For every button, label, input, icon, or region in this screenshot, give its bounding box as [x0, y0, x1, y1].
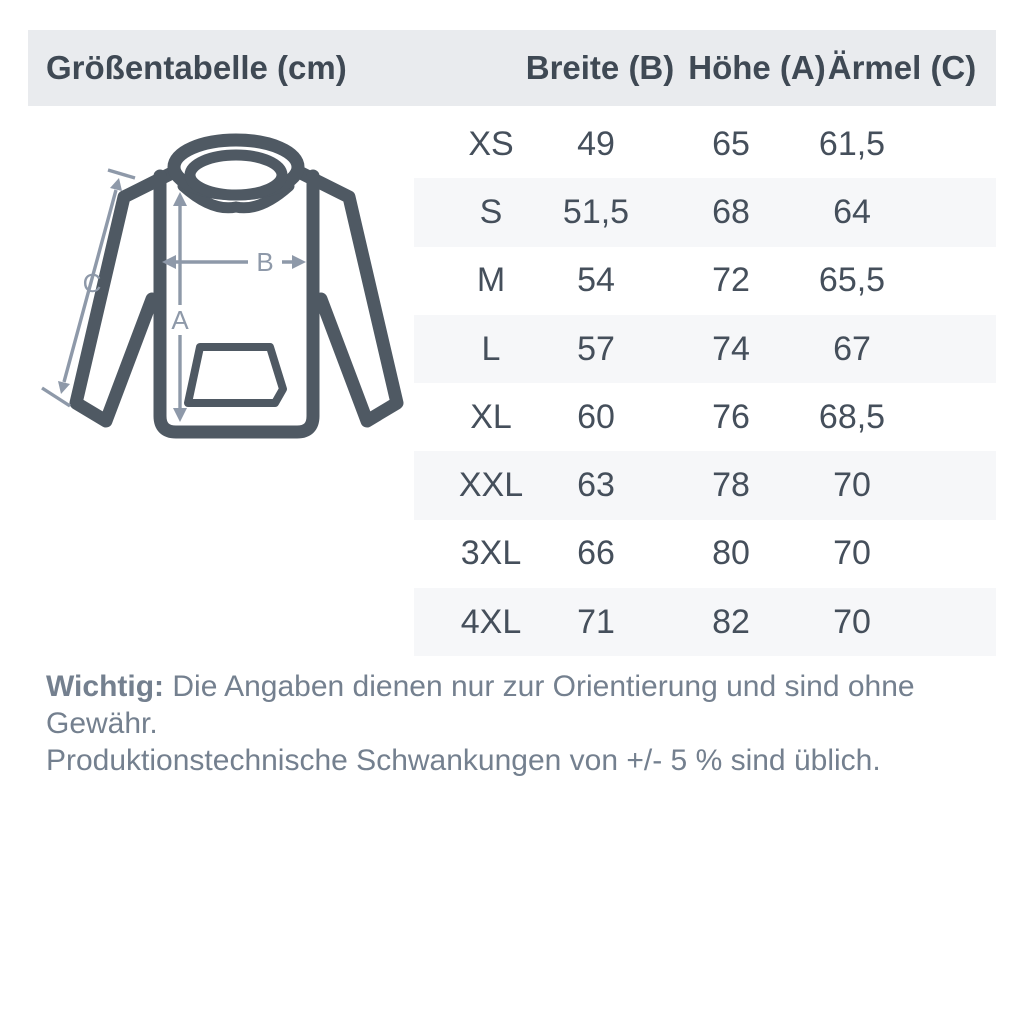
height-cell: 65	[712, 124, 750, 163]
sleeve-cell: 67	[833, 329, 871, 368]
hoodie-diagram	[40, 120, 420, 460]
sleeve-cell: 61,5	[818, 124, 886, 163]
sleeve-cell: 68,5	[818, 397, 886, 436]
width-cell: 63	[577, 466, 615, 505]
size-cell: 3XL	[460, 534, 522, 573]
size-cell: S	[479, 192, 503, 231]
label-C: C	[82, 268, 102, 298]
table-row-xs	[414, 110, 996, 178]
table-row-xl	[414, 383, 996, 451]
table-row-m	[414, 247, 996, 315]
disclaimer-text-1: Die Angaben dienen nur zur Orientierung und sind ohne Gewähr.	[46, 670, 915, 740]
height-cell: 78	[712, 466, 750, 505]
disclaimer	[46, 668, 986, 779]
disclaimer-important-label: Wichtig:	[46, 670, 165, 703]
height-cell: 68	[712, 192, 750, 231]
hoodie-pocket	[188, 347, 283, 403]
sleeve-cell: 64	[833, 192, 871, 231]
size-table	[414, 110, 996, 656]
size-cell: L	[481, 329, 501, 368]
width-cell: 57	[577, 329, 615, 368]
table-row-xxl	[414, 451, 996, 519]
width-cell: 60	[577, 397, 615, 436]
measure-arrow-B	[162, 245, 306, 278]
size-cell: XXL	[458, 466, 524, 505]
disclaimer-line-2: Produktionstechnische Schwankungen von +/- 5 % sind üblich.	[46, 744, 881, 777]
table-row-l	[414, 315, 996, 383]
table-row-s	[414, 178, 996, 246]
width-cell: 54	[577, 261, 615, 300]
height-cell: 72	[712, 261, 750, 300]
hood-inner-ring	[190, 155, 282, 195]
table-row-3xl	[414, 520, 996, 588]
label-A: A	[171, 305, 189, 335]
sleeve-cell: 70	[833, 602, 871, 641]
width-cell: 66	[577, 534, 615, 573]
column-header-sleeve: Ärmel (C)	[827, 49, 977, 86]
width-cell: 49	[577, 124, 615, 163]
column-header-height: Höhe (A)	[688, 49, 826, 86]
size-cell: XS	[468, 124, 514, 163]
sleeve-cell: 70	[833, 534, 871, 573]
height-cell: 74	[712, 329, 750, 368]
width-cell: 71	[577, 602, 615, 641]
height-cell: 80	[712, 534, 750, 573]
size-cell: 4XL	[460, 602, 522, 641]
sleeve-cell: 65,5	[818, 261, 886, 300]
height-cell: 82	[712, 602, 750, 641]
width-cell: 51,5	[562, 192, 630, 231]
height-cell: 76	[712, 397, 750, 436]
table-row-4xl	[414, 588, 996, 656]
disclaimer-line-1	[46, 668, 986, 742]
chart-title: Größentabelle (cm)	[46, 49, 347, 86]
sleeve-cell: 70	[833, 466, 871, 505]
column-header-width: Breite (B)	[525, 49, 675, 86]
size-cell: M	[476, 261, 506, 300]
label-B: B	[256, 247, 274, 277]
size-cell: XL	[470, 397, 512, 436]
table-header-strip	[28, 30, 996, 106]
